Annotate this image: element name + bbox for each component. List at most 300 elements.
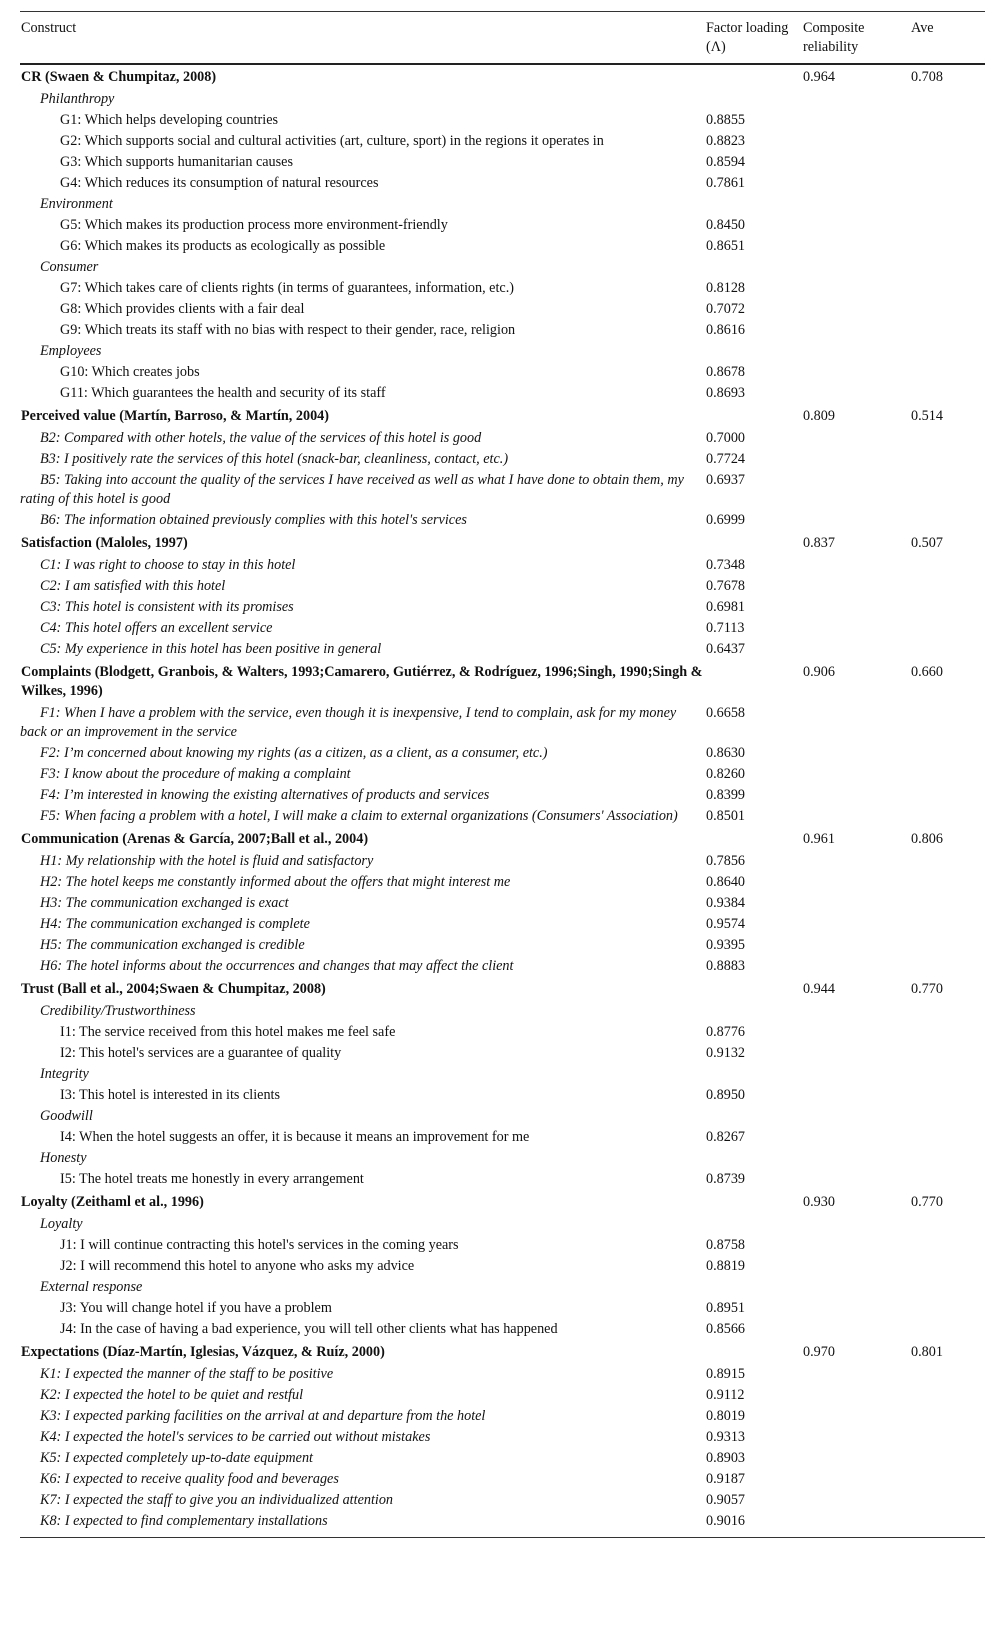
ave-cell: [910, 1448, 985, 1469]
subdimension-name: External response: [40, 1279, 143, 1295]
item-text: G5: Which makes its production process more environment-friendly: [60, 217, 448, 233]
composite-reliability-cell: [802, 1256, 910, 1277]
factor-loading-cell: [705, 1277, 802, 1298]
construct-name: Trust (Ball et al., 2004;Swaen & Chumpitaz, 2008): [21, 981, 326, 997]
composite-reliability-cell: [802, 257, 910, 278]
ave-cell: [910, 1148, 985, 1169]
ave-cell: [910, 215, 985, 236]
composite-reliability-cell: 0.809: [803, 408, 835, 424]
composite-reliability-cell: [802, 1511, 910, 1538]
ave-cell: [910, 1277, 985, 1298]
composite-reliability-cell: [802, 1385, 910, 1406]
subdimension-name: Consumer: [40, 259, 99, 275]
ave-cell: [910, 1043, 985, 1064]
table-row: [20, 131, 985, 152]
table-row: [20, 362, 985, 383]
table-row: [20, 1235, 985, 1256]
ave-cell: [910, 278, 985, 299]
factor-loading-cell: 0.8823: [706, 133, 746, 149]
construct-row: [20, 404, 985, 428]
ave-cell: [910, 110, 985, 131]
factor-loading-cell: [705, 1214, 802, 1235]
header-ave: Ave: [911, 20, 934, 36]
factor-loading-cell: [705, 1190, 802, 1214]
factor-loading-cell: 0.8019: [706, 1408, 746, 1424]
construct-row: [20, 1190, 985, 1214]
ave-cell: [910, 1106, 985, 1127]
ave-cell: [910, 510, 985, 531]
item-text: J1: I will continue contracting this hotel's services in the coming years: [60, 1237, 459, 1253]
item-text: I1: The service received from this hotel makes me feel safe: [60, 1024, 396, 1040]
composite-reliability-cell: [802, 935, 910, 956]
table-row: [20, 1406, 985, 1427]
composite-reliability-cell: [802, 639, 910, 660]
table-row: [20, 470, 985, 510]
construct-row: [20, 531, 985, 555]
table-row: [20, 872, 985, 893]
composite-reliability-cell: [802, 851, 910, 872]
composite-reliability-cell: [802, 1277, 910, 1298]
table-row: [20, 1022, 985, 1043]
table-row: [20, 1490, 985, 1511]
table-row: [20, 743, 985, 764]
subdimension-row: [20, 1214, 985, 1235]
item-text: K7: I expected the staff to give you an individualized attention: [40, 1492, 394, 1508]
table-row: [20, 1319, 985, 1340]
factor-loading-cell: 0.8399: [706, 787, 746, 803]
factor-loading-cell: 0.7724: [706, 451, 746, 467]
item-text: H6: The hotel informs about the occurrences and changes that may affect the client: [40, 958, 514, 974]
composite-reliability-cell: [802, 470, 910, 510]
ave-cell: [910, 1001, 985, 1022]
item-text: G11: Which guarantees the health and security of its staff: [60, 385, 386, 401]
ave-cell: 0.770: [911, 1194, 943, 1210]
item-text: G8: Which provides clients with a fair deal: [60, 301, 305, 317]
factor-loading-cell: 0.9574: [706, 916, 746, 932]
table-row: [20, 764, 985, 785]
item-text: J2: I will recommend this hotel to anyone who asks my advice: [60, 1258, 415, 1274]
factor-loading-cell: [705, 531, 802, 555]
table-header: [20, 12, 985, 65]
item-text: C2: I am satisfied with this hotel: [40, 578, 226, 594]
table-row: [20, 956, 985, 977]
item-text: I4: When the hotel suggests an offer, it is because it means an improvement for me: [60, 1129, 530, 1145]
factor-loading-cell: 0.8819: [706, 1258, 746, 1274]
ave-cell: 0.770: [911, 981, 943, 997]
ave-cell: [910, 1022, 985, 1043]
composite-reliability-cell: [802, 1490, 910, 1511]
composite-reliability-cell: [802, 131, 910, 152]
subdimension-name: Goodwill: [40, 1108, 93, 1124]
factor-loading-cell: 0.7000: [706, 430, 746, 446]
factor-loading-cell: 0.8501: [706, 808, 746, 824]
ave-cell: [910, 89, 985, 110]
composite-reliability-cell: [802, 1169, 910, 1190]
composite-reliability-cell: [802, 299, 910, 320]
factor-loading-cell: 0.8616: [706, 322, 746, 338]
composite-reliability-cell: [802, 152, 910, 173]
subdimension-name: Environment: [40, 196, 113, 212]
table-row: [20, 110, 985, 131]
subdimension-name: Honesty: [40, 1150, 87, 1166]
composite-reliability-cell: [802, 1235, 910, 1256]
item-text: H1: My relationship with the hotel is fluid and satisfactory: [40, 853, 374, 869]
composite-reliability-cell: 0.837: [803, 535, 835, 551]
composite-reliability-cell: [802, 1001, 910, 1022]
factor-loading-cell: 0.9112: [706, 1387, 745, 1403]
ave-cell: [910, 1385, 985, 1406]
factor-loading-cell: 0.6981: [706, 599, 746, 615]
ave-cell: [910, 785, 985, 806]
item-text: H2: The hotel keeps me constantly informed about the offers that might interest me: [40, 874, 511, 890]
ave-cell: [910, 1169, 985, 1190]
item-text: C3: This hotel is consistent with its promises: [40, 599, 294, 615]
subdimension-name: Integrity: [40, 1066, 89, 1082]
subdimension-row: [20, 89, 985, 110]
composite-reliability-cell: [802, 597, 910, 618]
table-row: [20, 893, 985, 914]
table-row: [20, 1043, 985, 1064]
factor-loading-cell: 0.8594: [706, 154, 746, 170]
item-text: F4: I’m interested in knowing the existing alternatives of products and services: [40, 787, 490, 803]
ave-cell: [910, 320, 985, 341]
factor-loading-cell: 0.8693: [706, 385, 746, 401]
ave-cell: [910, 1511, 985, 1538]
factor-loading-cell: 0.9395: [706, 937, 746, 953]
composite-reliability-cell: [802, 341, 910, 362]
ave-cell: [910, 257, 985, 278]
construct-row: [20, 64, 985, 89]
header-row: [20, 12, 985, 65]
composite-reliability-cell: [802, 510, 910, 531]
ave-cell: 0.507: [911, 535, 943, 551]
table-row: [20, 806, 985, 827]
header-factor-loading: Factor loading (Λ): [706, 20, 789, 55]
factor-loading-cell: 0.8758: [706, 1237, 746, 1253]
factor-loading-cell: 0.8566: [706, 1321, 746, 1337]
table-row: [20, 1385, 985, 1406]
table-row: [20, 320, 985, 341]
composite-reliability-cell: [802, 806, 910, 827]
factor-loading-cell: 0.8267: [706, 1129, 746, 1145]
composite-reliability-cell: [802, 1106, 910, 1127]
composite-reliability-cell: [802, 362, 910, 383]
factor-loading-cell: [705, 257, 802, 278]
table-row: [20, 1256, 985, 1277]
item-text: G6: Which makes its products as ecologically as possible: [60, 238, 386, 254]
composite-reliability-cell: [802, 703, 910, 743]
item-text: J3: You will change hotel if you have a problem: [60, 1300, 332, 1316]
subdimension-row: [20, 1064, 985, 1085]
factor-loading-cell: 0.8260: [706, 766, 746, 782]
header-construct: Construct: [21, 20, 77, 36]
ave-cell: [910, 1064, 985, 1085]
composite-reliability-cell: [802, 1406, 910, 1427]
item-text: F1: When I have a problem with the service, even though it is inexpensive, I tend to complain, ask for my money back or an improvement in the service: [20, 705, 677, 740]
table-row: [20, 618, 985, 639]
construct-name: Perceived value (Martín, Barroso, & Martín, 2004): [21, 408, 329, 424]
factor-loading-cell: 0.8640: [706, 874, 746, 890]
ave-cell: [910, 341, 985, 362]
construct-row: [20, 660, 985, 703]
composite-reliability-cell: [802, 1214, 910, 1235]
table-body: [20, 64, 985, 1538]
item-text: B3: I positively rate the services of this hotel (snack-bar, cleanliness, contact, etc.): [40, 451, 509, 467]
item-text: B5: Taking into account the quality of the services I have received as well as what I have done to obtain them, my rating of this hotel is good: [20, 472, 684, 507]
construct-name: Satisfaction (Maloles, 1997): [21, 535, 188, 551]
item-text: K8: I expected to find complementary installations: [40, 1513, 328, 1529]
table-row: [20, 851, 985, 872]
factor-loading-cell: [705, 1340, 802, 1364]
item-text: K1: I expected the manner of the staff to be positive: [40, 1366, 334, 1382]
ave-cell: [910, 449, 985, 470]
composite-reliability-cell: [802, 428, 910, 449]
table-row: [20, 449, 985, 470]
table-row: [20, 278, 985, 299]
composite-reliability-cell: [802, 320, 910, 341]
composite-reliability-cell: [802, 449, 910, 470]
table-row: [20, 236, 985, 257]
table-row: [20, 1469, 985, 1490]
ave-cell: [910, 1235, 985, 1256]
ave-cell: 0.514: [911, 408, 943, 424]
composite-reliability-cell: 0.964: [803, 69, 835, 85]
ave-cell: [910, 1469, 985, 1490]
factor-loading-cell: 0.7072: [706, 301, 746, 317]
subdimension-name: Employees: [40, 343, 102, 359]
factor-loading-cell: [705, 64, 802, 89]
composite-reliability-cell: [802, 1448, 910, 1469]
ave-cell: [910, 872, 985, 893]
construct-name: Communication (Arenas & García, 2007;Ball et al., 2004): [21, 831, 369, 847]
composite-reliability-cell: [802, 236, 910, 257]
ave-cell: [910, 893, 985, 914]
composite-reliability-cell: 0.906: [803, 664, 835, 680]
factor-loading-cell: 0.8950: [706, 1087, 746, 1103]
composite-reliability-cell: [802, 383, 910, 404]
ave-cell: [910, 131, 985, 152]
ave-cell: [910, 935, 985, 956]
item-text: B6: The information obtained previously complies with this hotel's services: [40, 512, 467, 528]
item-text: G3: Which supports humanitarian causes: [60, 154, 293, 170]
subdimension-name: Philanthropy: [40, 91, 115, 107]
item-text: H3: The communication exchanged is exact: [40, 895, 289, 911]
ave-cell: [910, 851, 985, 872]
composite-reliability-cell: [802, 785, 910, 806]
construct-name: CR (Swaen & Chumpitaz, 2008): [21, 69, 217, 85]
item-text: C5: My experience in this hotel has been positive in general: [40, 641, 382, 657]
subdimension-row: [20, 1148, 985, 1169]
table-row: [20, 1127, 985, 1148]
factor-loading-cell: [705, 1001, 802, 1022]
construct-name: Expectations (Díaz-Martín, Iglesias, Vázquez, & Ruíz, 2000): [21, 1344, 385, 1360]
composite-reliability-cell: [802, 1427, 910, 1448]
table-row: [20, 639, 985, 660]
composite-reliability-cell: [802, 1364, 910, 1385]
ave-cell: 0.708: [911, 69, 943, 85]
factor-loading-cell: 0.8883: [706, 958, 746, 974]
item-text: G9: Which treats its staff with no bias with respect to their gender, race, religion: [60, 322, 516, 338]
ave-cell: [910, 1256, 985, 1277]
factor-loading-cell: 0.6437: [706, 641, 746, 657]
item-text: J4: In the case of having a bad experience, you will tell other clients what has happened: [60, 1321, 558, 1337]
ave-cell: [910, 806, 985, 827]
ave-cell: [910, 362, 985, 383]
composite-reliability-cell: 0.961: [803, 831, 835, 847]
factor-loading-cell: [705, 194, 802, 215]
table-row: [20, 1364, 985, 1385]
item-text: K2: I expected the hotel to be quiet and restful: [40, 1387, 304, 1403]
ave-cell: [910, 1364, 985, 1385]
table-container: [20, 11, 985, 1538]
subdimension-name: Loyalty: [40, 1216, 83, 1232]
construct-row: [20, 977, 985, 1001]
construct-table: [20, 11, 985, 1538]
item-text: F2: I’m concerned about knowing my rights (as a citizen, as a client, as a consumer, etc.): [40, 745, 548, 761]
composite-reliability-cell: [802, 914, 910, 935]
factor-loading-cell: 0.8630: [706, 745, 746, 761]
factor-loading-cell: 0.8739: [706, 1171, 746, 1187]
composite-reliability-cell: [802, 110, 910, 131]
item-text: H4: The communication exchanged is complete: [40, 916, 310, 932]
factor-loading-cell: 0.9132: [706, 1045, 746, 1061]
factor-loading-cell: 0.6999: [706, 512, 746, 528]
subdimension-row: [20, 1001, 985, 1022]
composite-reliability-cell: [802, 1043, 910, 1064]
item-text: I5: The hotel treats me honestly in every arrangement: [60, 1171, 364, 1187]
table-row: [20, 152, 985, 173]
ave-cell: [910, 236, 985, 257]
composite-reliability-cell: [802, 1319, 910, 1340]
item-text: G1: Which helps developing countries: [60, 112, 279, 128]
table-row: [20, 510, 985, 531]
composite-reliability-cell: [802, 618, 910, 639]
table-row: [20, 935, 985, 956]
ave-cell: 0.801: [911, 1344, 943, 1360]
table-row: [20, 1448, 985, 1469]
ave-cell: [910, 914, 985, 935]
factor-loading-cell: 0.7861: [706, 175, 746, 191]
factor-loading-cell: 0.8915: [706, 1366, 746, 1382]
composite-reliability-cell: [802, 555, 910, 576]
table-row: [20, 1085, 985, 1106]
ave-cell: [910, 428, 985, 449]
factor-loading-cell: [705, 341, 802, 362]
ave-cell: [910, 956, 985, 977]
ave-cell: [910, 639, 985, 660]
item-text: K6: I expected to receive quality food and beverages: [40, 1471, 339, 1487]
item-text: K4: I expected the hotel's services to be carried out without mistakes: [40, 1429, 431, 1445]
table-row: [20, 299, 985, 320]
subdimension-row: [20, 194, 985, 215]
ave-cell: [910, 152, 985, 173]
ave-cell: [910, 1214, 985, 1235]
construct-row: [20, 827, 985, 851]
item-text: K5: I expected completely up-to-date equipment: [40, 1450, 313, 1466]
ave-cell: [910, 1427, 985, 1448]
composite-reliability-cell: [802, 743, 910, 764]
subdimension-name: Credibility/Trustworthiness: [40, 1003, 196, 1019]
table-row: [20, 576, 985, 597]
factor-loading-cell: [705, 89, 802, 110]
composite-reliability-cell: [802, 1127, 910, 1148]
construct-row: [20, 1340, 985, 1364]
table-row: [20, 1298, 985, 1319]
ave-cell: [910, 1319, 985, 1340]
construct-name: Complaints (Blodgett, Granbois, & Walters, 1993;Camarero, Gutiérrez, & Rodríguez, 1996;Singh, 1990;Singh & Wilkes, 1996): [21, 664, 703, 699]
item-text: K3: I expected parking facilities on the arrival at and departure from the hotel: [40, 1408, 486, 1424]
composite-reliability-cell: [802, 956, 910, 977]
factor-loading-cell: 0.9016: [706, 1513, 746, 1529]
factor-loading-cell: [705, 1064, 802, 1085]
composite-reliability-cell: [802, 89, 910, 110]
ave-cell: [910, 618, 985, 639]
table-row: [20, 173, 985, 194]
item-text: F3: I know about the procedure of making a complaint: [40, 766, 351, 782]
ave-cell: [910, 743, 985, 764]
factor-loading-cell: 0.8776: [706, 1024, 746, 1040]
factor-loading-cell: 0.7856: [706, 853, 746, 869]
table-row: [20, 1511, 985, 1538]
item-text: I2: This hotel's services are a guarantee of quality: [60, 1045, 342, 1061]
ave-cell: [910, 764, 985, 785]
item-text: G2: Which supports social and cultural activities (art, culture, sport) in the regions it operates in: [60, 133, 604, 149]
table-row: [20, 785, 985, 806]
factor-loading-cell: 0.9313: [706, 1429, 746, 1445]
table-row: [20, 914, 985, 935]
factor-loading-cell: 0.8450: [706, 217, 746, 233]
factor-loading-cell: 0.8651: [706, 238, 746, 254]
table-row: [20, 215, 985, 236]
table-row: [20, 703, 985, 743]
item-text: F5: When facing a problem with a hotel, I will make a claim to external organizations (Consumers' Association): [40, 808, 678, 824]
factor-loading-cell: [705, 1148, 802, 1169]
factor-loading-cell: 0.7678: [706, 578, 746, 594]
composite-reliability-cell: [802, 1085, 910, 1106]
ave-cell: [910, 1085, 985, 1106]
composite-reliability-cell: [802, 1148, 910, 1169]
subdimension-row: [20, 257, 985, 278]
composite-reliability-cell: 0.930: [803, 1194, 835, 1210]
item-text: C4: This hotel offers an excellent service: [40, 620, 273, 636]
ave-cell: [910, 597, 985, 618]
item-text: C1: I was right to choose to stay in this hotel: [40, 557, 296, 573]
header-composite-reliability: Composite reliability: [803, 20, 865, 55]
ave-cell: [910, 194, 985, 215]
factor-loading-cell: 0.6658: [706, 705, 746, 721]
ave-cell: [910, 1406, 985, 1427]
factor-loading-cell: [705, 977, 802, 1001]
composite-reliability-cell: [802, 872, 910, 893]
composite-reliability-cell: [802, 173, 910, 194]
item-text: B2: Compared with other hotels, the value of the services of this hotel is good: [40, 430, 482, 446]
composite-reliability-cell: [802, 215, 910, 236]
table-row: [20, 1169, 985, 1190]
ave-cell: [910, 1298, 985, 1319]
ave-cell: [910, 299, 985, 320]
ave-cell: [910, 1127, 985, 1148]
factor-loading-cell: 0.8855: [706, 112, 746, 128]
table-row: [20, 597, 985, 618]
construct-name: Loyalty (Zeithaml et al., 1996): [21, 1194, 204, 1210]
factor-loading-cell: [705, 404, 802, 428]
subdimension-row: [20, 1277, 985, 1298]
composite-reliability-cell: [802, 278, 910, 299]
composite-reliability-cell: [802, 1469, 910, 1490]
factor-loading-cell: 0.7113: [706, 620, 745, 636]
composite-reliability-cell: [802, 1022, 910, 1043]
composite-reliability-cell: 0.970: [803, 1344, 835, 1360]
